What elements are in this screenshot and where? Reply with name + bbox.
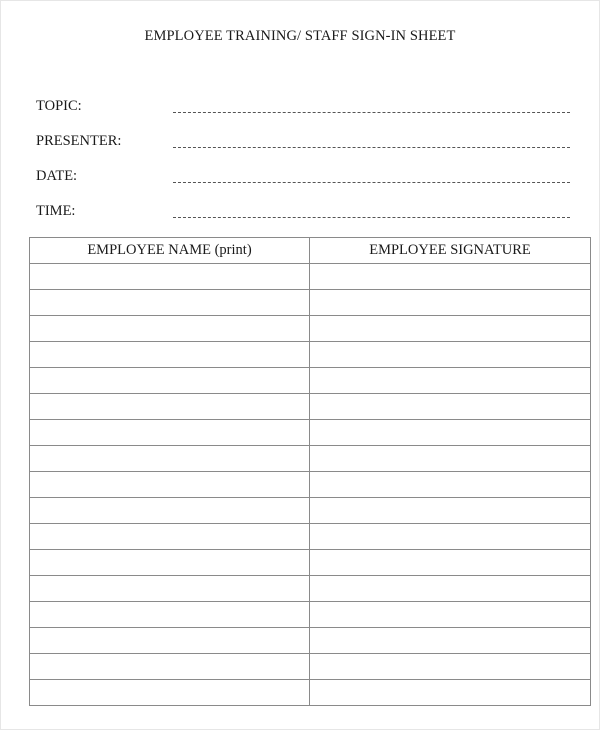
employee-signature-cell[interactable] (310, 498, 591, 524)
table-row (30, 576, 591, 602)
employee-name-cell[interactable] (30, 550, 310, 576)
employee-signature-cell[interactable] (310, 368, 591, 394)
employee-name-cell[interactable] (30, 524, 310, 550)
table-row (30, 628, 591, 654)
employee-name-cell[interactable] (30, 446, 310, 472)
topic-label: TOPIC: (36, 98, 82, 114)
employee-name-cell[interactable] (30, 264, 310, 290)
employee-name-cell[interactable] (30, 342, 310, 368)
employee-signature-cell[interactable] (310, 654, 591, 680)
employee-signature-cell[interactable] (310, 264, 591, 290)
presenter-label: PRESENTER: (36, 133, 122, 149)
table-row (30, 264, 591, 290)
employee-name-header: EMPLOYEE NAME (print) (30, 238, 310, 264)
presenter-input-line[interactable] (173, 147, 570, 148)
signin-table (29, 237, 591, 706)
date-label: DATE: (36, 168, 78, 184)
employee-signature-cell[interactable] (310, 524, 591, 550)
employee-name-cell[interactable] (30, 316, 310, 342)
employee-signature-cell[interactable] (310, 394, 591, 420)
table-row (30, 654, 591, 680)
employee-signature-cell[interactable] (310, 316, 591, 342)
table-row (30, 498, 591, 524)
employee-name-cell[interactable] (30, 472, 310, 498)
table-body (30, 264, 591, 706)
table-row (30, 316, 591, 342)
employee-name-cell[interactable] (30, 498, 310, 524)
table-row (30, 290, 591, 316)
employee-signature-cell[interactable] (310, 472, 591, 498)
employee-signature-cell[interactable] (310, 550, 591, 576)
employee-name-cell[interactable] (30, 602, 310, 628)
employee-signature-cell[interactable] (310, 290, 591, 316)
employee-name-cell[interactable] (30, 680, 310, 706)
table-row (30, 446, 591, 472)
time-input-line[interactable] (173, 217, 570, 218)
employee-name-cell[interactable] (30, 368, 310, 394)
employee-signature-header: EMPLOYEE SIGNATURE (310, 238, 591, 264)
table-row (30, 342, 591, 368)
table-row (30, 368, 591, 394)
table-row (30, 602, 591, 628)
table-row (30, 524, 591, 550)
time-label: TIME: (36, 203, 76, 219)
employee-signature-cell[interactable] (310, 342, 591, 368)
page-title: EMPLOYEE TRAINING/ STAFF SIGN-IN SHEET (144, 28, 456, 44)
employee-signature-cell[interactable] (310, 420, 591, 446)
employee-name-cell[interactable] (30, 420, 310, 446)
time-field (36, 203, 570, 223)
table-row (30, 680, 591, 706)
topic-input-line[interactable] (173, 112, 570, 113)
table-row (30, 472, 591, 498)
table-row (30, 420, 591, 446)
presenter-field (36, 133, 570, 153)
employee-name-cell[interactable] (30, 394, 310, 420)
date-input-line[interactable] (173, 182, 570, 183)
date-field (36, 168, 570, 188)
topic-field (36, 98, 570, 118)
employee-name-cell[interactable] (30, 576, 310, 602)
employee-signature-cell[interactable] (310, 446, 591, 472)
table-row (30, 394, 591, 420)
employee-name-cell[interactable] (30, 654, 310, 680)
employee-signature-cell[interactable] (310, 602, 591, 628)
employee-name-cell[interactable] (30, 290, 310, 316)
table-header-row (30, 238, 591, 264)
employee-signature-cell[interactable] (310, 576, 591, 602)
employee-name-cell[interactable] (30, 628, 310, 654)
table-row (30, 550, 591, 576)
employee-signature-cell[interactable] (310, 680, 591, 706)
employee-signature-cell[interactable] (310, 628, 591, 654)
